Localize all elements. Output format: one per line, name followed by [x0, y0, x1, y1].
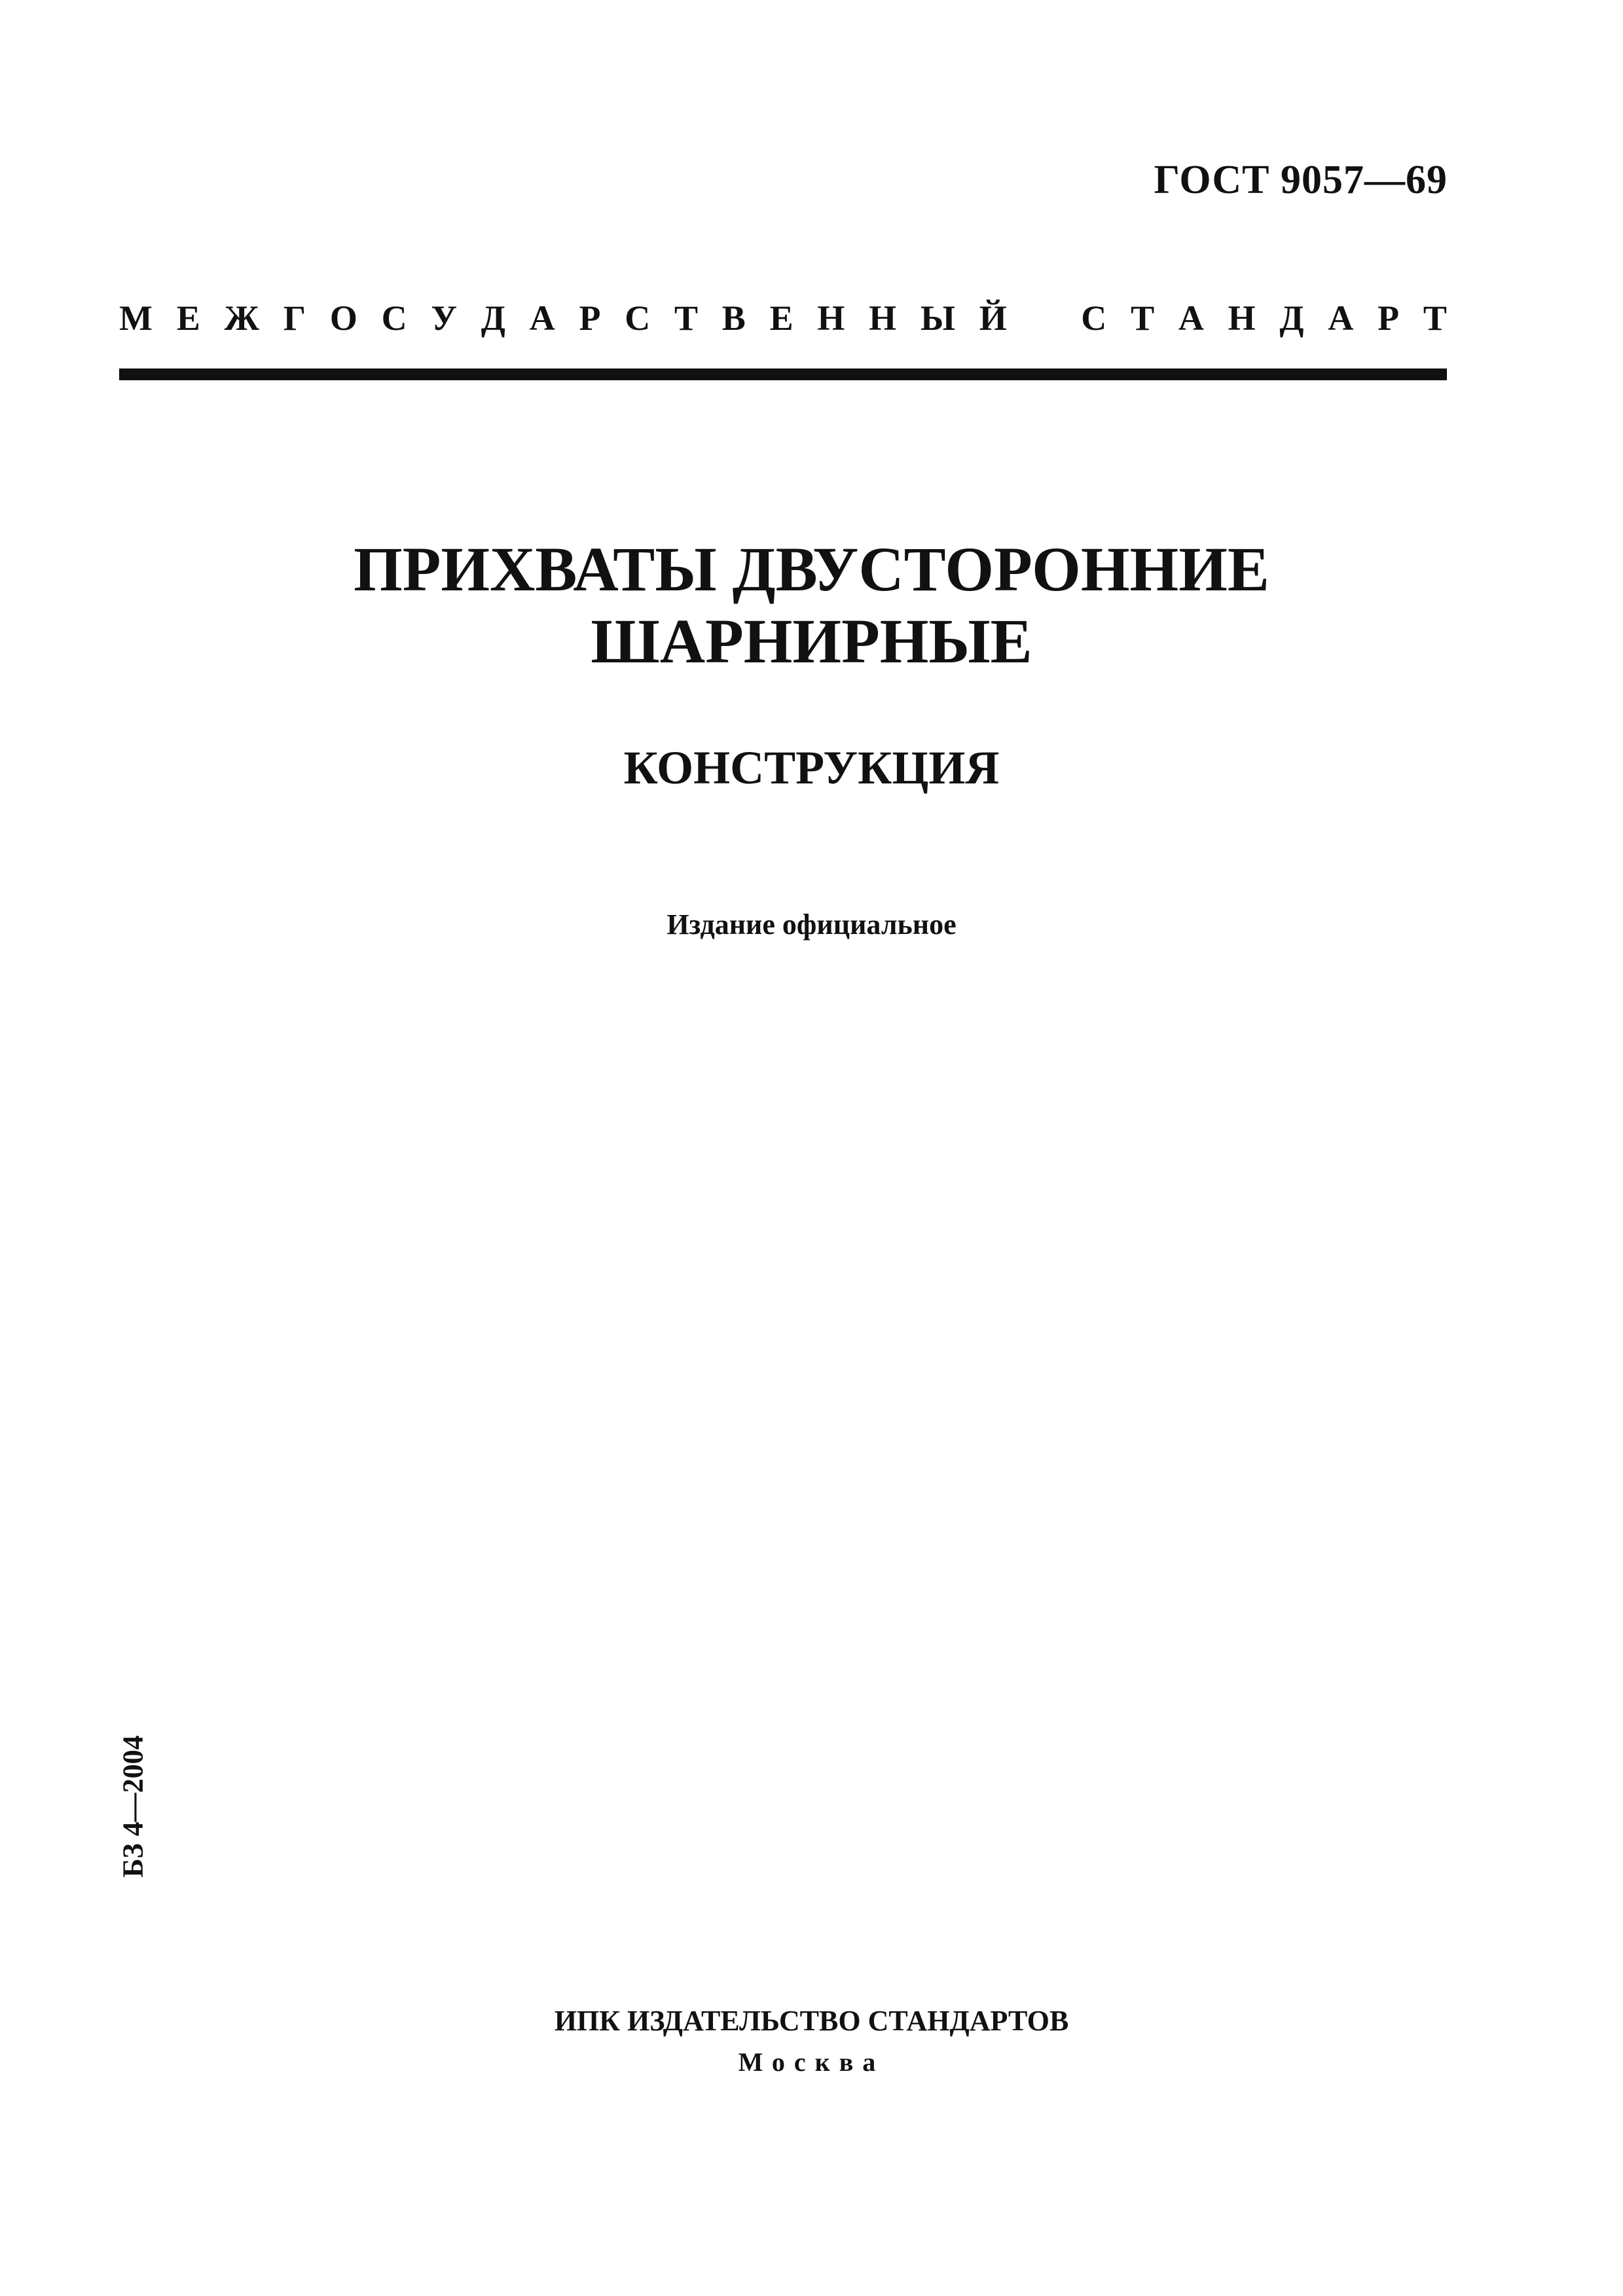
- standard-type-letter: Е: [176, 298, 200, 338]
- standard-type-letter: Т: [674, 298, 699, 338]
- document-title-line-1: ПРИХВАТЫ ДВУСТОРОННИЕ: [354, 534, 1269, 604]
- standard-type-letter: С: [381, 298, 407, 338]
- standard-type-letter: С: [625, 298, 651, 338]
- side-code-text: БЗ 4—2004: [117, 1735, 149, 1878]
- gost-number: ГОСТ 9057—69: [1154, 158, 1448, 202]
- standard-type-letter: Е: [769, 298, 793, 338]
- standard-type-letter: А: [1178, 298, 1204, 338]
- edition-label: Издание официальное: [666, 908, 957, 941]
- publisher-name: ИПК ИЗДАТЕЛЬСТВО СТАНДАРТОВ: [554, 2005, 1069, 2037]
- standard-type-letter: Р: [1377, 298, 1400, 338]
- standard-type-letter: Н: [869, 298, 897, 338]
- standard-type-letter: Р: [579, 298, 601, 338]
- header-divider: [119, 368, 1447, 380]
- standard-type-letter: Н: [1228, 298, 1256, 338]
- title-block: [0, 533, 1623, 941]
- standard-type-letter: Ж: [224, 298, 259, 338]
- publisher-block: [0, 2003, 1623, 2079]
- document-subtitle: КОНСТРУКЦИЯ: [623, 742, 1000, 794]
- standard-type-letter: Т: [1423, 298, 1447, 338]
- standard-type-heading: [119, 298, 1447, 338]
- standard-type-letter: М: [119, 298, 153, 338]
- standard-type-letter: Й: [979, 298, 1007, 338]
- standard-type-letter: А: [1328, 298, 1354, 338]
- standard-type-letter: О: [329, 298, 357, 338]
- standard-type-letter: У: [431, 298, 458, 338]
- standard-type-letter: Д: [481, 298, 505, 338]
- standard-type-letter: С: [1081, 298, 1107, 338]
- standard-type-letter: Ы: [920, 298, 955, 338]
- standard-type-letter: Т: [1131, 298, 1155, 338]
- publisher-city: Москва: [738, 2047, 885, 2077]
- word-gap: [1031, 298, 1057, 338]
- standard-type-letter: Н: [817, 298, 845, 338]
- standard-type-letter: Г: [283, 298, 306, 338]
- standard-type-letter: В: [721, 298, 746, 338]
- standard-type-letter: А: [529, 298, 555, 338]
- document-title-line-2: ШАРНИРНЫЕ: [591, 606, 1032, 676]
- standard-type-letter: Д: [1279, 298, 1304, 338]
